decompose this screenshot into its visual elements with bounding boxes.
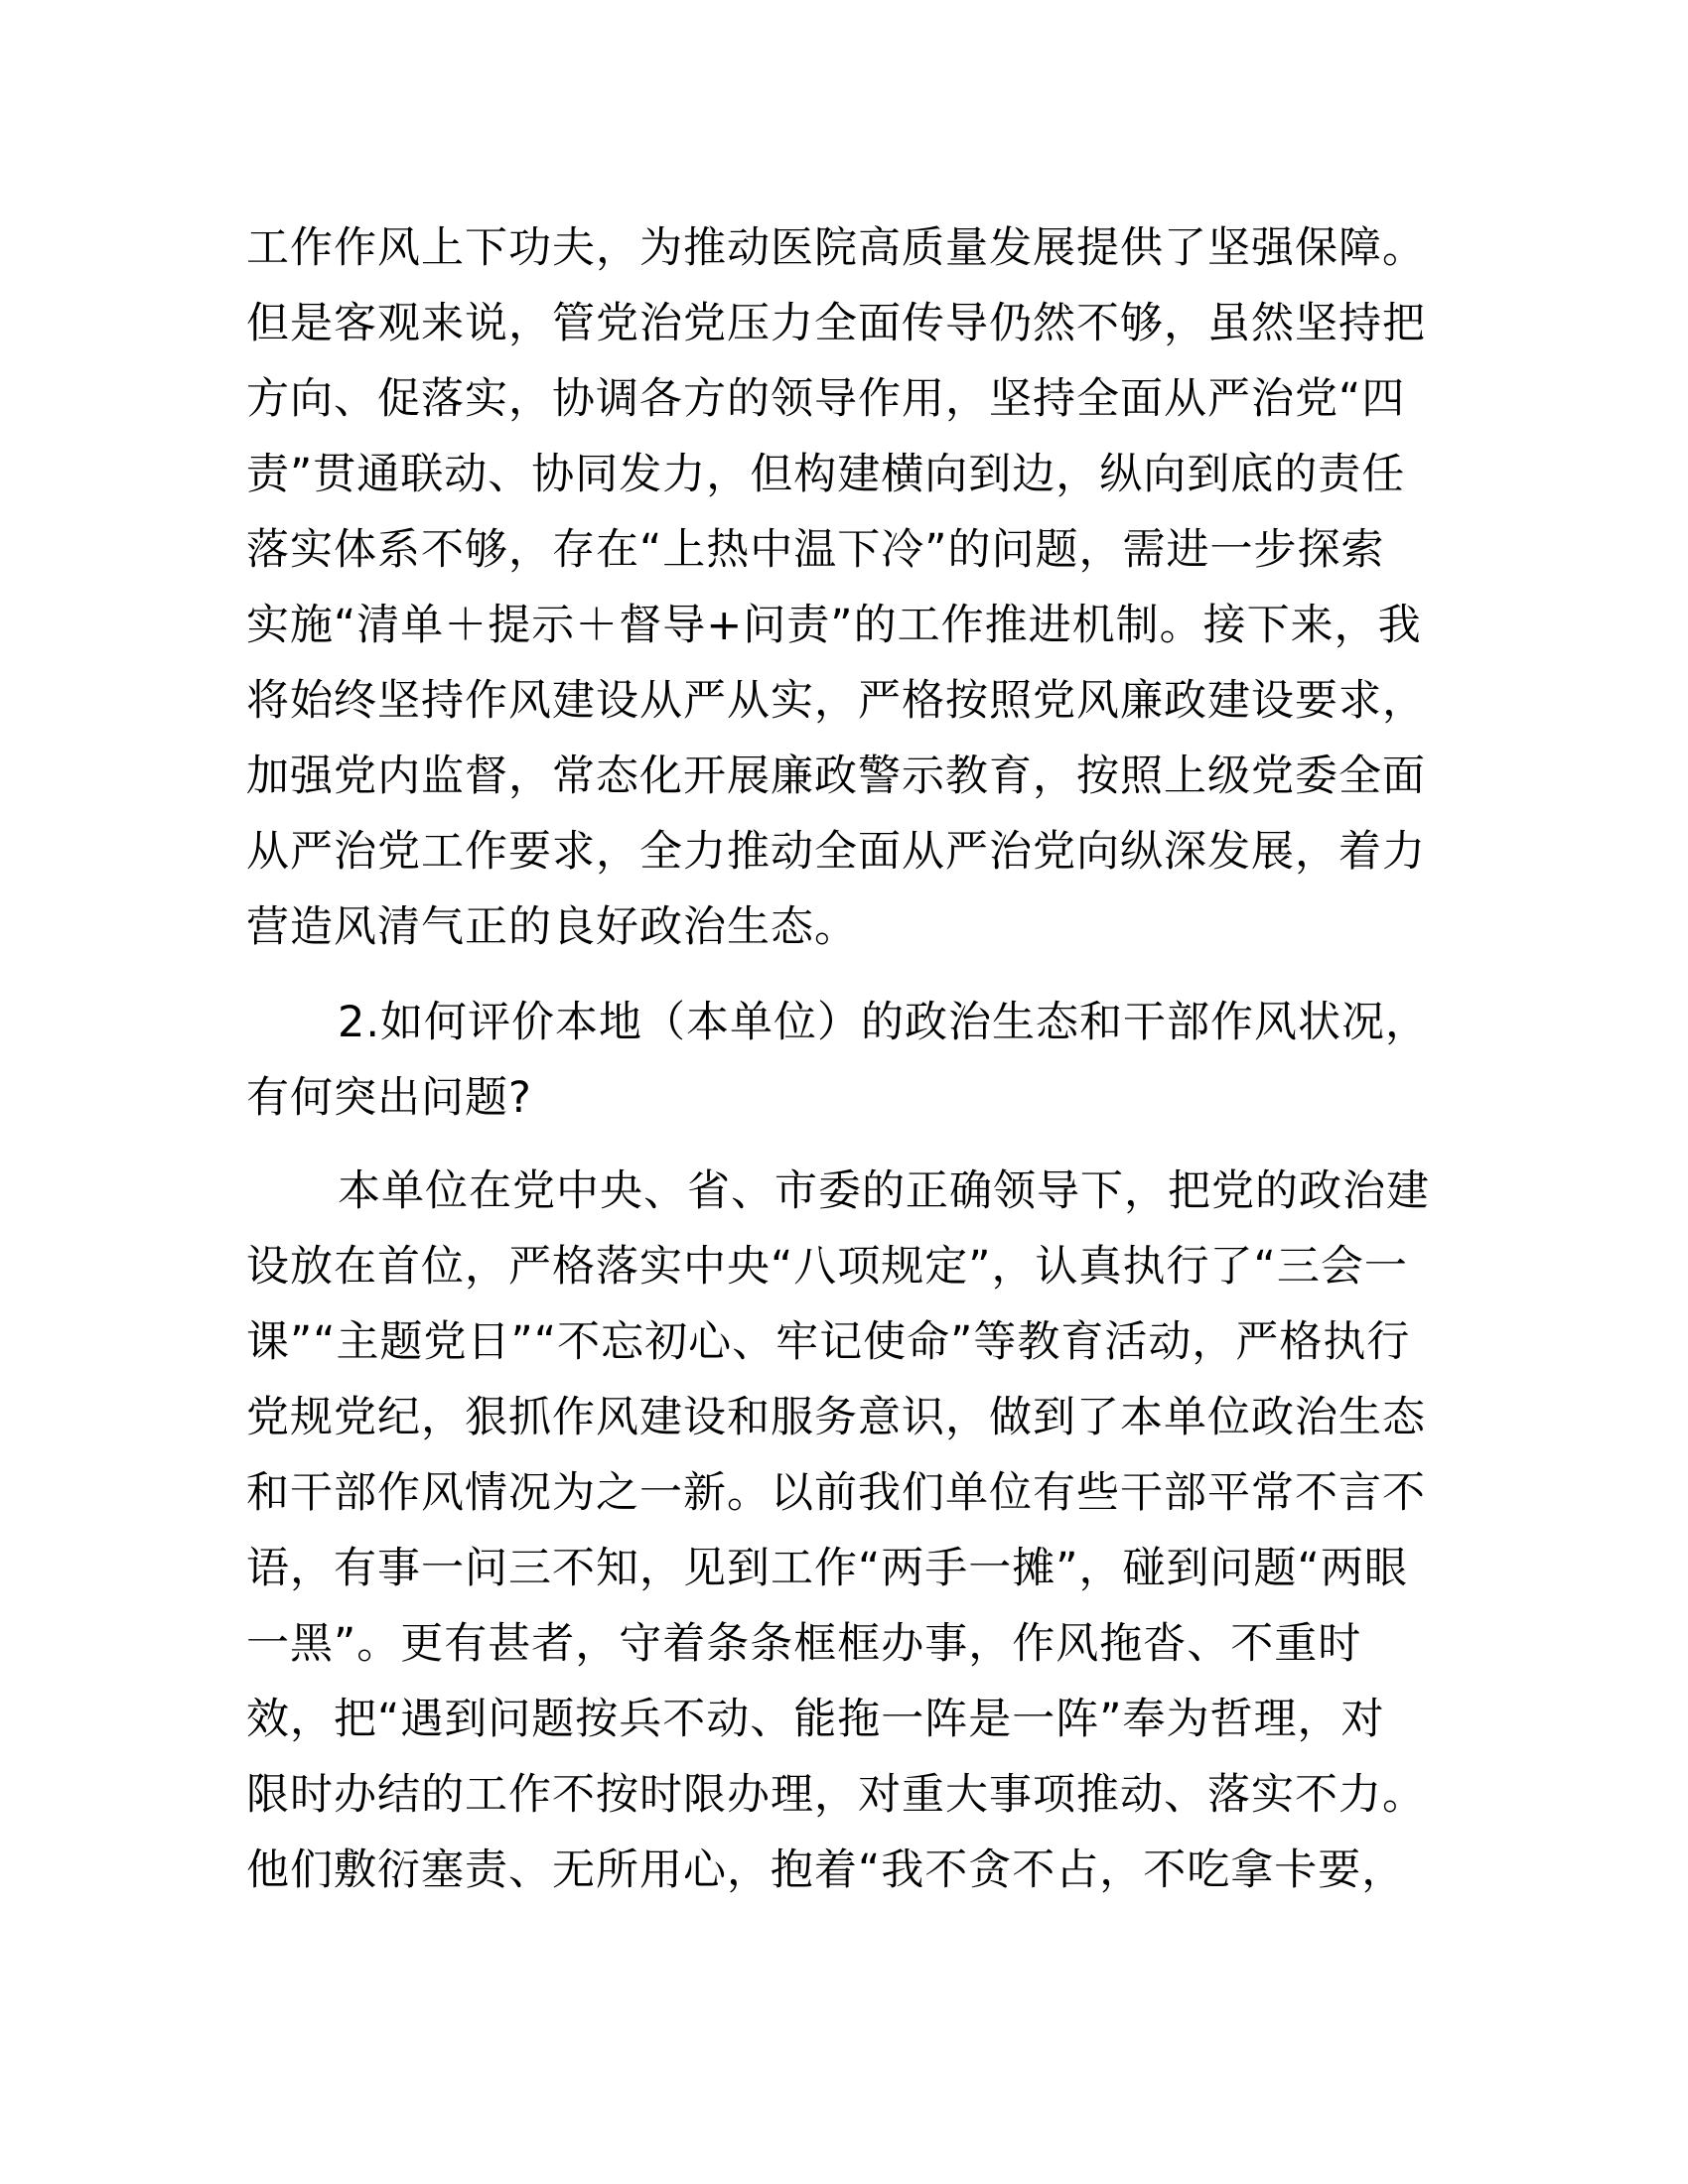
answer-paragraph bbox=[246, 1154, 1448, 1908]
text-line: 课”“主题党日”“不忘初心、牢记使命”等教育活动，严格执行 bbox=[246, 1317, 1411, 1367]
text-line: 但是客观来说，管党治党压力全面传导仍然不够，虽然坚持把 bbox=[246, 299, 1426, 348]
text-line: 本单位在党中央、省、市委的正确领导下，把党的政治建 bbox=[338, 1166, 1430, 1216]
text-line: 语，有事一问三不知，见到工作“两手一摊”，碰到问题“两眼 bbox=[246, 1544, 1408, 1593]
text-line: 效，把“遇到问题按兵不动、能拖一阵是一阵”奉为哲理，对 bbox=[246, 1695, 1385, 1744]
question-heading bbox=[246, 985, 1448, 1136]
text-line: 将始终坚持作风建设从严从实，严格按照党风廉政建设要求， bbox=[246, 676, 1426, 726]
text-line: 营造风清气正的良好政治生态。 bbox=[246, 902, 858, 952]
text-line: 落实体系不够，存在“上热中温下冷”的问题，需进一步探索 bbox=[246, 525, 1385, 575]
text-line: 限时办结的工作不按时限办理，对重大事项推动、落实不力。 bbox=[246, 1770, 1426, 1820]
text-line: 党规党纪，狠抓作风建设和服务意识，做到了本单位政治生态 bbox=[246, 1393, 1426, 1442]
text-line: 加强党内监督，常态化开展廉政警示教育，按照上级党委全面 bbox=[246, 751, 1426, 801]
text-line: 工作作风上下功夫，为推动医院高质量发展提供了坚强保障。 bbox=[246, 223, 1426, 273]
text-line: 和干部作风情况为之一新。以前我们单位有些干部平常不言不 bbox=[246, 1468, 1426, 1518]
paragraph-continuation bbox=[246, 210, 1448, 965]
text-line: 有何突出问题? bbox=[246, 1073, 532, 1123]
text-line: 实施“清单＋提示＋督导+问责”的工作推进机制。接下来，我 bbox=[246, 601, 1422, 650]
text-line: 一黑”。更有甚者，守着条条框框办事，作风拖沓、不重时 bbox=[246, 1619, 1362, 1669]
text-line: 方向、促落实，协调各方的领导作用，坚持全面从严治党“四 bbox=[246, 374, 1406, 424]
text-line: 2.如何评价本地（本单位）的政治生态和干部作风状况， bbox=[338, 998, 1430, 1047]
text-line: 他们敷衍塞责、无所用心，抱着“我不贪不占，不吃拿卡要， bbox=[246, 1845, 1406, 1895]
text-line: 从严治党工作要求，全力推动全面从严治党向纵深发展，着力 bbox=[246, 827, 1426, 877]
text-line: 设放在首位，严格落实中央“八项规定”，认真执行了“三会一 bbox=[246, 1242, 1408, 1292]
text-line: 责”贯通联动、协同发力，但构建横向到边，纵向到底的责任 bbox=[246, 450, 1406, 499]
